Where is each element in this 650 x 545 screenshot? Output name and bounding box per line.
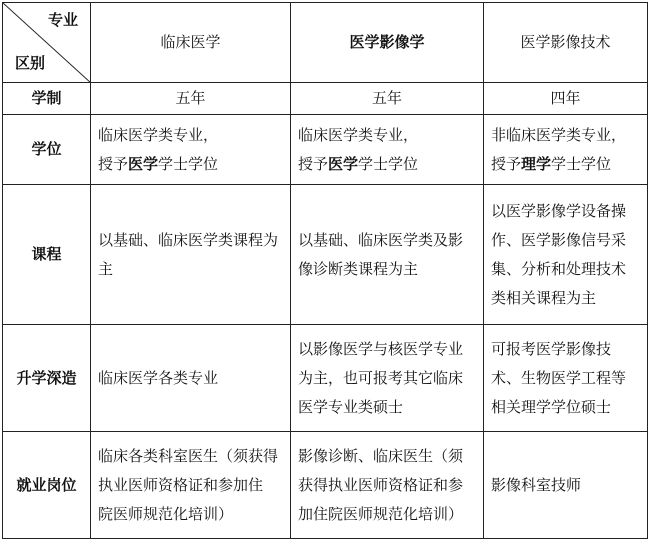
cell-line: 以基础、临床医学类课程为 bbox=[98, 230, 279, 249]
text: 学士学位 bbox=[158, 154, 219, 173]
cell bbox=[91, 432, 291, 539]
cell-line: 以医学影像学设备操 bbox=[491, 201, 627, 220]
corner-cell bbox=[3, 3, 91, 83]
cell-line: 医学专业类硕士 bbox=[298, 397, 404, 416]
cell: 五年 bbox=[91, 83, 291, 115]
cell bbox=[484, 325, 648, 432]
text: 学士学位 bbox=[551, 154, 612, 173]
row-employment bbox=[3, 432, 648, 539]
cell-line bbox=[298, 150, 476, 179]
text: 授予 bbox=[491, 154, 522, 173]
cell bbox=[91, 185, 291, 325]
cell-line: 影像诊断、临床医生（须 bbox=[298, 446, 464, 465]
cell-line bbox=[98, 150, 283, 179]
text: 授予 bbox=[298, 154, 329, 173]
cell: 五年 bbox=[291, 83, 484, 115]
cell-line: 以影像医学与核医学专业 bbox=[298, 339, 464, 358]
row-label-further-study: 升学深造 bbox=[3, 325, 91, 432]
degree-type: 医学 bbox=[128, 154, 159, 173]
cell bbox=[484, 432, 648, 539]
degree-type: 医学 bbox=[328, 154, 359, 173]
cell-line: 临床各类科室医生（须获得 bbox=[98, 446, 279, 465]
cell-line: 主 bbox=[98, 259, 114, 278]
degree-type: 理学 bbox=[521, 154, 552, 173]
cell: 四年 bbox=[484, 83, 648, 115]
cell-line bbox=[491, 150, 640, 179]
cell-line: 执业医师资格证和参加住 bbox=[98, 475, 264, 494]
row-label-employment: 就业岗位 bbox=[3, 432, 91, 539]
cell bbox=[291, 325, 484, 432]
row-duration bbox=[3, 83, 648, 115]
row-further-study bbox=[3, 325, 648, 432]
cell-line: 以基础、临床医学类及影 bbox=[298, 230, 464, 249]
cell bbox=[291, 115, 484, 185]
cell-line: 集、分析和处理技术 bbox=[491, 259, 627, 278]
corner-bottom-label: 区别 bbox=[15, 54, 46, 72]
header-imaging-tech: 医学影像技术 bbox=[484, 3, 648, 83]
text: 学士学位 bbox=[358, 154, 419, 173]
cell-line: 非临床医学类专业， bbox=[491, 125, 627, 144]
cell-line: 相关理学学位硕士 bbox=[491, 397, 612, 416]
cell-line: 作、医学影像信号采 bbox=[491, 230, 627, 249]
cell bbox=[291, 432, 484, 539]
header-clinical: 临床医学 bbox=[91, 3, 291, 83]
row-label-courses: 课程 bbox=[3, 185, 91, 325]
cell-line: 临床医学类专业， bbox=[298, 125, 419, 144]
row-label-duration: 学制 bbox=[3, 83, 91, 115]
row-label-degree: 学位 bbox=[3, 115, 91, 185]
cell-line: 类相关课程为主 bbox=[491, 288, 597, 307]
cell-line: 临床医学类专业， bbox=[98, 125, 219, 144]
row-courses bbox=[3, 185, 648, 325]
comparison-table bbox=[2, 2, 648, 539]
cell bbox=[291, 185, 484, 325]
cell-line: 可报考医学影像技 bbox=[491, 339, 612, 358]
row-degree bbox=[3, 115, 648, 185]
cell-line: 为主，也可报考其它临床 bbox=[298, 368, 464, 387]
cell-line: 像诊断类课程为主 bbox=[298, 259, 419, 278]
cell-line: 影像科室技师 bbox=[491, 475, 582, 494]
cell-line: 获得执业医师资格证和参 bbox=[298, 475, 464, 494]
cell bbox=[484, 185, 648, 325]
header-row bbox=[3, 3, 648, 83]
cell-line: 临床医学各类专业 bbox=[98, 368, 219, 387]
cell bbox=[91, 115, 291, 185]
cell bbox=[91, 325, 291, 432]
cell-line: 加住院医师规范化培训） bbox=[298, 504, 464, 523]
cell bbox=[484, 115, 648, 185]
header-imaging: 医学影像学 bbox=[291, 3, 484, 83]
cell-line: 院医师规范化培训） bbox=[98, 504, 234, 523]
text: 授予 bbox=[98, 154, 129, 173]
corner-top-label: 专业 bbox=[47, 11, 78, 29]
cell-line: 术、生物医学工程等 bbox=[491, 368, 627, 387]
